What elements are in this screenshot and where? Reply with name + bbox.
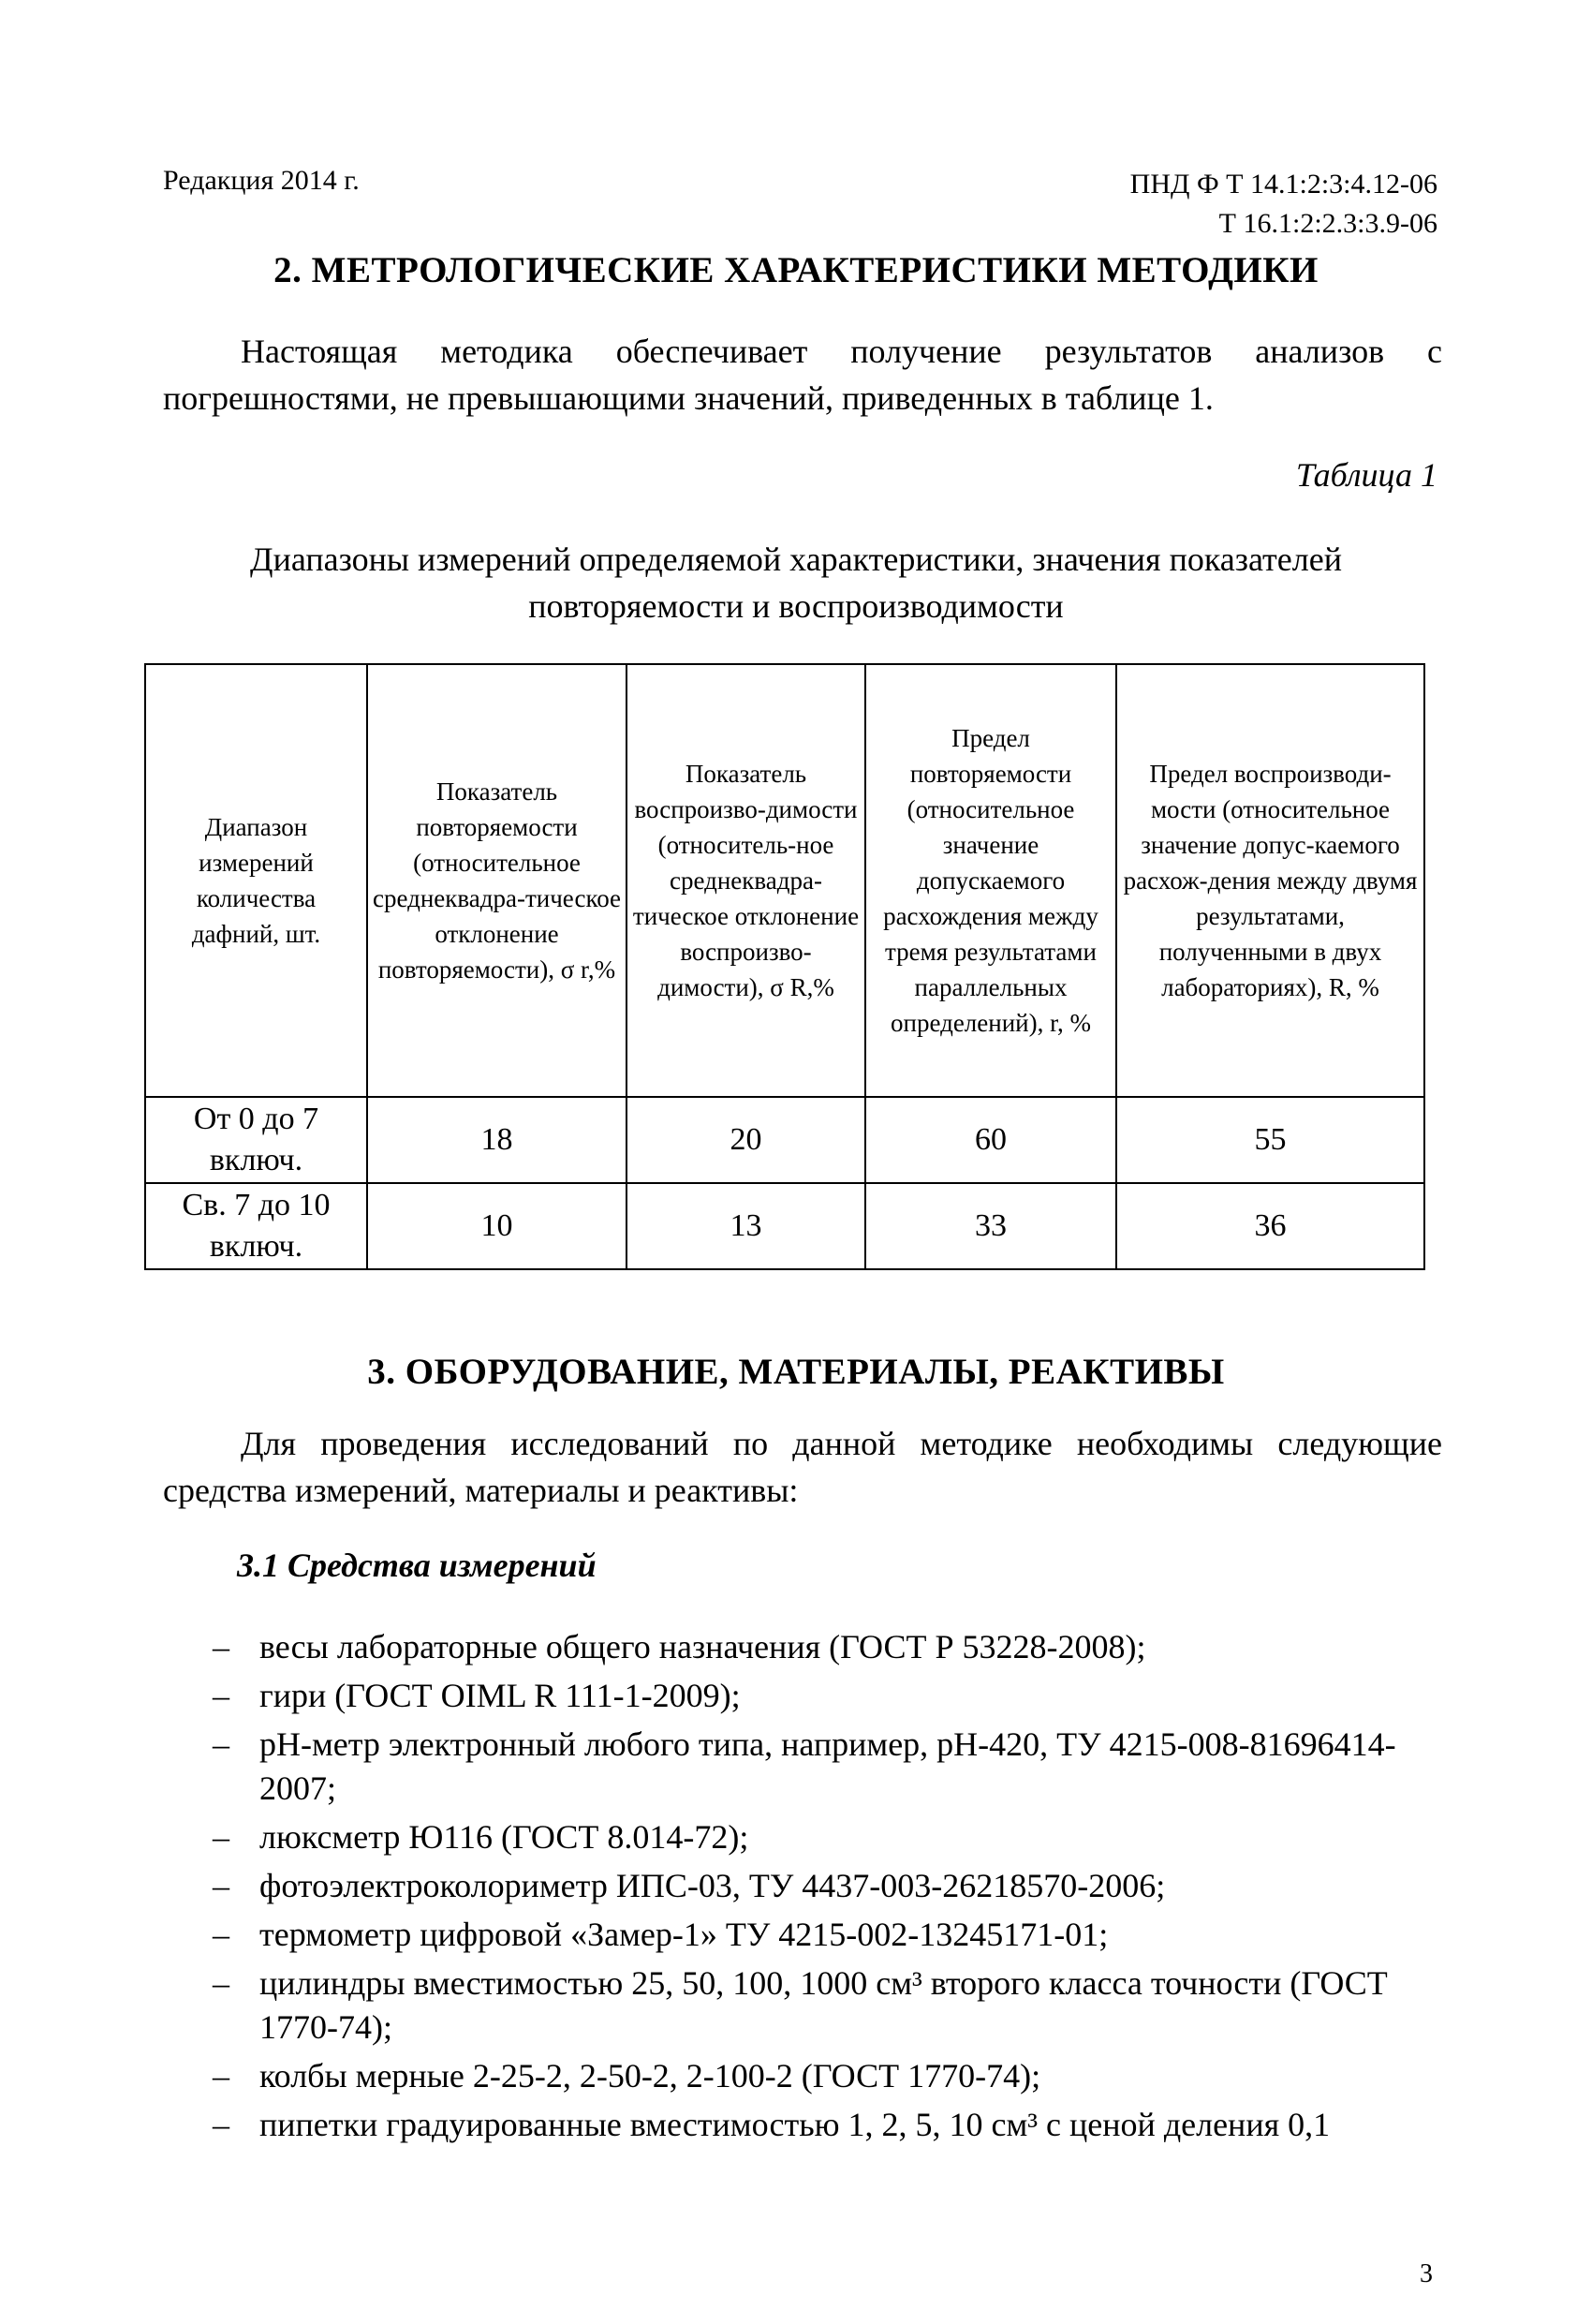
list-dash: – xyxy=(213,1916,229,1953)
list-dash: – xyxy=(213,2106,229,2143)
table-label: Таблица 1 xyxy=(1295,456,1437,494)
list-item xyxy=(213,1864,1444,1908)
header-reproducibility-index: Показатель воспроизво-димости (относитель-ное среднеквадра-тическое отклонение воспроизво-димости), σ R,% xyxy=(626,664,865,1097)
metrology-table xyxy=(144,663,1425,1270)
list-item xyxy=(213,1674,1444,1718)
document-code-line-1: ПНД Ф Т 14.1:2:3:4.12-06 xyxy=(1129,169,1437,200)
list-item xyxy=(213,1913,1444,1957)
table-cell: 33 xyxy=(865,1183,1116,1269)
list-item xyxy=(213,1625,1444,1669)
list-item xyxy=(213,2054,1444,2098)
list-item-text: термометр цифровой «Замер-1» ТУ 4215-002-13245171-01; xyxy=(259,1916,1109,1953)
subsection-3-1-title: 3.1 Средства измерений xyxy=(237,1547,597,1584)
table-cell: От 0 до 7 включ. xyxy=(145,1097,367,1183)
document-code xyxy=(1130,165,1437,244)
table-row xyxy=(145,1183,1424,1269)
list-item-text: пипетки градуированные вместимостью 1, 2, 5, 10 см³ с ценой деления 0,1 xyxy=(259,2106,1331,2143)
list-dash: – xyxy=(213,1867,229,1904)
header-range: Диапазон измерений количества дафний, шт. xyxy=(145,664,367,1097)
list-dash: – xyxy=(213,1725,229,1763)
table-cell: 60 xyxy=(865,1097,1116,1183)
edition-label: Редакция 2014 г. xyxy=(163,165,360,196)
list-item xyxy=(213,1723,1444,1811)
document-code-line-2: Т 16.1:2:2.3:3.9-06 xyxy=(1218,208,1437,239)
header-repeatability-limit: Предел повторяемости (относительное значение допускаемого расхождения между тремя результатами параллельных определений), r, % xyxy=(865,664,1116,1097)
list-item-text: гири (ГОСТ OIML R 111-1-2009); xyxy=(259,1677,741,1714)
list-dash: – xyxy=(213,1818,229,1856)
table-cell: 10 xyxy=(367,1183,626,1269)
section-3-paragraph: Для проведения исследований по данной методике необходимы следующие средства измерений, материалы и реактивы: xyxy=(163,1425,1442,1509)
section-3-title: 3. ОБОРУДОВАНИЕ, МАТЕРИАЛЫ, РЕАКТИВЫ xyxy=(367,1352,1225,1392)
list-dash: – xyxy=(213,2057,229,2095)
table-cell: 20 xyxy=(626,1097,865,1183)
section-2-paragraph: Настоящая методика обеспечивает получение результатов анализов с погрешностями, не превышающими значений, приведенных в таблице 1. xyxy=(163,333,1442,417)
section-2-title: 2. МЕТРОЛОГИЧЕСКИЕ ХАРАКТЕРИСТИКИ МЕТОДИКИ xyxy=(273,250,1319,290)
table-caption-line-1: Диапазоны измерений определяемой характеристики, значения показателей xyxy=(250,540,1342,578)
equipment-list xyxy=(213,1625,1444,2152)
table-caption xyxy=(0,536,1592,629)
list-dash: – xyxy=(213,1677,229,1714)
list-dash: – xyxy=(213,1964,229,2002)
page-number: 3 xyxy=(1420,2259,1433,2288)
header-repeatability-index: Показатель повторяемости (относительное среднеквадра-тическое отклонение повторяемости), σ r,% xyxy=(367,664,626,1097)
table-cell: 36 xyxy=(1116,1183,1424,1269)
list-item-text: весы лабораторные общего назначения (ГОСТ Р 53228-2008); xyxy=(259,1628,1146,1665)
list-item-text: цилиндры вместимостью 25, 50, 100, 1000 см³ второго класса точности (ГОСТ 1770-74); xyxy=(259,1964,1388,2046)
table-cell: 13 xyxy=(626,1183,865,1269)
list-item-text: рН-метр электронный любого типа, например, рН-420, ТУ 4215-008-81696414-2007; xyxy=(259,1725,1396,1807)
list-dash: – xyxy=(213,1628,229,1665)
list-item xyxy=(213,1961,1444,2050)
table-row xyxy=(145,1097,1424,1183)
header-reproducibility-limit: Предел воспроизводи-мости (относительное значение допус-каемого расхож-дения между двумя результатами, полученными в двух лабораториях), R, % xyxy=(1116,664,1424,1097)
table-caption-line-2: повторяемости и воспроизводимости xyxy=(528,587,1064,625)
list-item-text: фотоэлектроколориметр ИПС-03, ТУ 4437-003-26218570-2006; xyxy=(259,1867,1166,1904)
list-item xyxy=(213,1815,1444,1859)
list-item-text: колбы мерные 2-25-2, 2-50-2, 2-100-2 (ГОСТ 1770-74); xyxy=(259,2057,1041,2095)
table-cell: 55 xyxy=(1116,1097,1424,1183)
list-item xyxy=(213,2103,1444,2147)
list-item-text: люксметр Ю116 (ГОСТ 8.014-72); xyxy=(259,1818,749,1856)
table-header-row xyxy=(145,664,1424,1097)
table-cell: Св. 7 до 10 включ. xyxy=(145,1183,367,1269)
table-cell: 18 xyxy=(367,1097,626,1183)
